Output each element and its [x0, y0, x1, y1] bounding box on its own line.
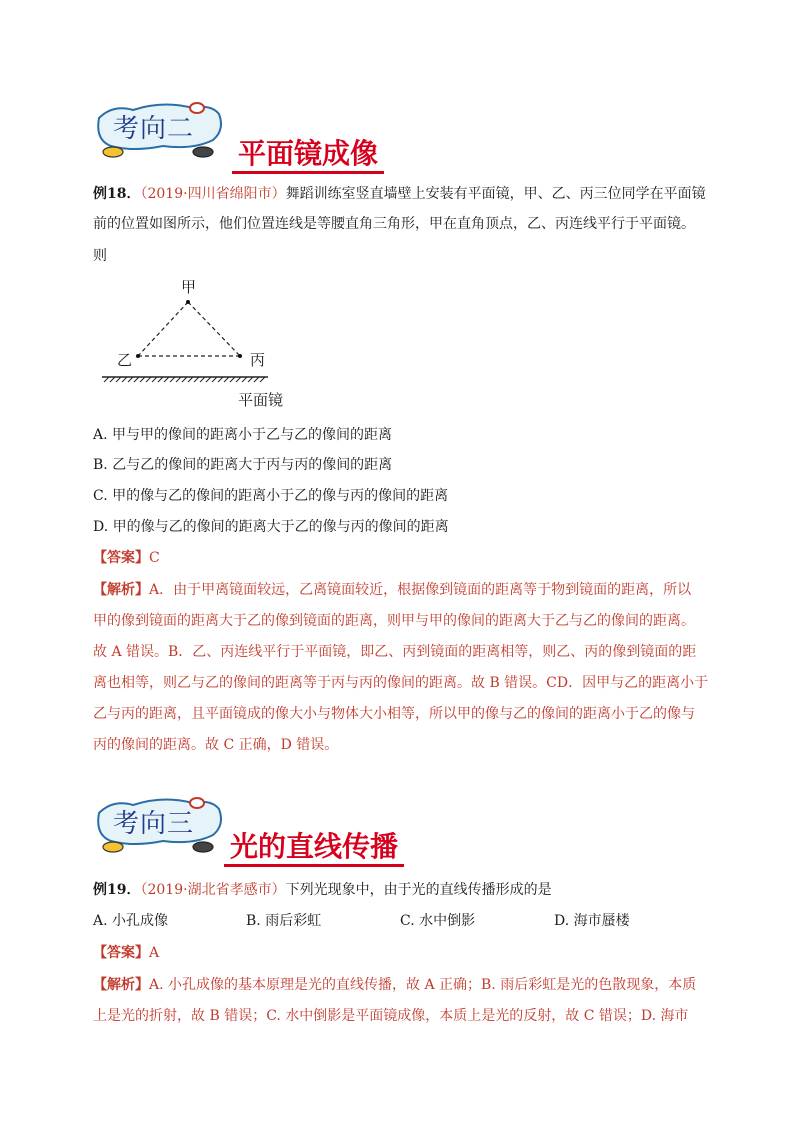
analysis-line-2: 上是光的折射，故 B 错误；C. 水中倒影是平面镜成像，本质上是光的反射，故 C 错误；D. 海市	[93, 1008, 689, 1024]
analysis-line-3: 故 A 错误。B．乙、丙连线平行于平面镜，即乙、丙到镜面的距离相等，则乙、丙的像到镜面的距	[93, 644, 697, 660]
section-heading: 光的直线传播	[224, 830, 404, 867]
analysis-line-2: 甲的像到镜面的距离大于乙的像到镜面的距离，则甲与甲的像间的距离大于乙与乙的像间的距离。	[93, 613, 695, 629]
question-source: （2019·湖北省孝感市）	[140, 882, 286, 898]
option-d: D. 海市蜃楼	[554, 913, 630, 929]
question-number: 例18	[93, 186, 127, 202]
triangle-diagram-icon	[100, 272, 340, 412]
answer-label: 【答案】	[93, 550, 149, 566]
label-mirror: 平面镜	[238, 391, 284, 409]
section-badge-3	[93, 795, 233, 859]
mirror-diagram	[100, 272, 340, 412]
badge-text: 考向二	[113, 114, 195, 144]
option-c: C. 水中倒影	[400, 913, 476, 929]
question-text-2: 前的位置如图所示，他们位置连线是等腰直角三角形，甲在直角顶点，乙、丙连线平行于平面镜。	[93, 216, 695, 232]
question-source: （2019·四川省绵阳市）	[140, 186, 286, 202]
option-c: C. 甲的像与乙的像间的距离小于乙的像与丙的像间的距离	[93, 488, 449, 504]
answer-label: 【答案】	[93, 945, 149, 961]
question-text: 舞蹈训练室竖直墙壁上安装有平面镜，甲、乙、丙三位同学在平面镜	[285, 186, 706, 202]
answer-line	[93, 943, 159, 963]
badge-text: 考向三	[113, 809, 195, 839]
analysis-line-4: 离也相等，则乙与乙的像间的距离等于丙与丙的像间的距离。故 B 错误。CD．因甲与乙的距离小于	[93, 675, 709, 691]
question-text-3: 则	[93, 248, 107, 264]
option-a: A. 甲与甲的像间的距离小于乙与乙的像间的距离	[93, 427, 393, 443]
question-number: 例19	[93, 882, 127, 898]
question-line: 例19．（2019·湖北省孝感市）下列光现象中，由于光的直线传播形成的是	[93, 882, 552, 898]
option-b: B. 乙与乙的像间的距离大于丙与丙的像间的距离	[93, 457, 393, 473]
question-line: 例18．（2019·四川省绵阳市）舞蹈训练室竖直墙壁上安装有平面镜，甲、乙、丙三位同学在平面镜	[93, 186, 706, 202]
question-text: 下列光现象中，由于光的直线传播形成的是	[285, 882, 552, 898]
analysis-label: 【解析】	[93, 582, 149, 598]
analysis-label: 【解析】	[93, 977, 149, 993]
analysis-line-1: 【解析】A. 小孔成像的基本原理是光的直线传播，故 A 正确；B. 雨后彩虹是光的色散现象，本质	[93, 977, 697, 993]
answer-line	[93, 548, 160, 568]
answer-value: C	[149, 550, 160, 566]
option-d: D. 甲的像与乙的像间的距离大于乙的像与丙的像间的距离	[93, 519, 449, 535]
section-badge-2	[93, 100, 233, 164]
analysis-line-6: 丙的像间的距离。故 C 正确，D 错误。	[93, 737, 339, 753]
label-yi: 乙	[117, 351, 133, 369]
option-b: B. 雨后彩虹	[246, 913, 322, 929]
label-bing: 丙	[250, 351, 266, 369]
analysis-line-5: 乙与丙的距离，且平面镜成的像大小与物体大小相等，所以甲的像与乙的像间的距离小于乙的像与	[93, 706, 695, 722]
label-jia: 甲	[181, 278, 197, 296]
section-heading: 平面镜成像	[232, 137, 384, 174]
option-a: A. 小孔成像	[93, 913, 169, 929]
answer-value: A	[149, 945, 160, 961]
analysis-line-1: 【解析】A．由于甲离镜面较远，乙离镜面较近，根据像到镜面的距离等于物到镜面的距离，所以	[93, 582, 692, 598]
